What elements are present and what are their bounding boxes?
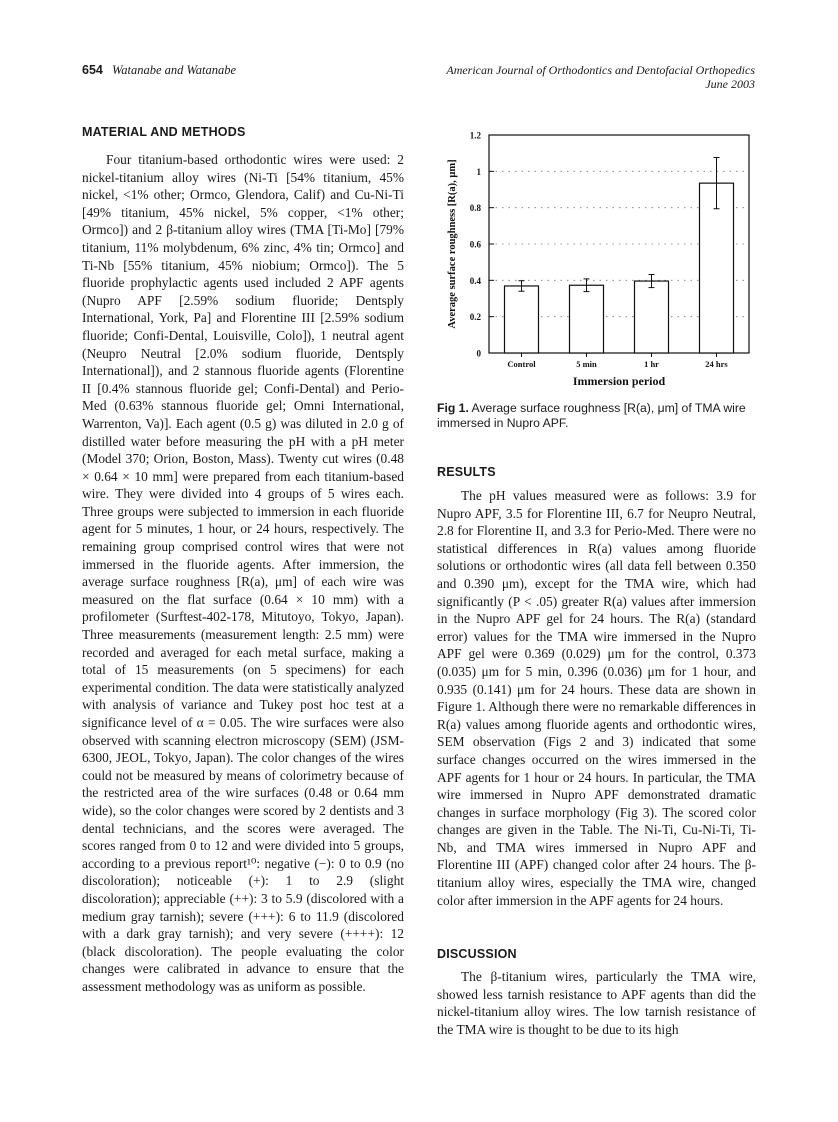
bar [505,286,539,353]
x-axis-title: Immersion period [572,374,666,388]
figure-caption [437,401,757,431]
methods-paragraph: Four titanium-based orthodontic wires were used: 2 nickel-titanium alloy wires (Ni-Ti [54% titanium, 45% nickel, <1% other; Ormco, Glendora, Calif) and Cu-Ni-Ti [49% titanium, 45% nickel, 5% copper, <1% other; Ormco]) and 2 β-titanium alloy wires (TMA [Ti-Mo] [79% titanium, 11% molybdenum, 6% zinc, 4% tin; Ormco] and Ti-Nb [55% titanium, 45% niobium; Ormco]). The 5 fluoride prophylactic agents used included 2 APF agents (Nupro APF [2.59% sodium fluoride; Dentsply International, York, Pa] and Florentine III [2.59% sodium fluoride; Confi-Dental, Louisville, Colo]), 1 neutral agent (Neupro Neutral [2.0% sodium fluoride, Dentsply International]), and 2 stannous fluoride agents (Florentine II [0.4% stannous fluoride gel; Confi-Dental) and Perio-Med (0.63% stannous fluoride gel; Omni International, Warrenton, Va)]. Each agent (0.5 g) was diluted in 2.0 g of distilled water before measuring the pH with a pH meter (Model 370; Orion, Boston, Mass). Twenty cut wires (0.48 × 0.64 × 10 mm] were prepared from each titanium-based wire. They were divided into 4 groups of 5 wires each. Three groups were subjected to immersion in each fluoride agent for 5 minutes, 1 hour, or 24 hours, respectively. The remaining group comprised control wires that were not immersed in the fluoride agents. After immersion, the average surface roughness [R(a), μm] of each wire was measured on the flat surface (0.64 × 10 mm) with a profilometer (Surftest-402-178, Mitutoyo, Tokyo, Japan). Three measurements (measurement length: 2.5 mm) were recorded and averaged for each metal surface, making a total of 15 measurements (on 5 specimens) for each experimental condition. The data were statistically analyzed with analysis of variance and Tukey post hoc test at a significance level of α = 0.05. The wire surfaces were also observed with scanning electron microscopy (SEM) (JSM-6300, JEOL, Tokyo, Japan). The color changes of the wires could not be measured by means of colorimetry because of the restricted area of the wire surfaces (0.48 or 0.64 mm wide), so the color changes were scored by 2 dentists and 3 dental technicians, and the scores were averaged. The scores ranged from 0 to 12 and were divided into 5 groups, according to a previous report¹⁰: negative (−): 0 to 0.9 (no discoloration); noticeable (+): 1 to 2.9 (slight discoloration); appreciable (++): 3 to 5.9 (discolored with a medium gray tarnish); severe (+++): 6 to 11.9 (discolored with a dark gray tarnish); and very severe (++++): 12 (black discoloration). The people evaluating the color changes were calibrated in advance to ensure that the assessment methodology was as uniform as possible. [82,152,404,994]
x-tick-label: 5 min [576,359,597,369]
running-authors: Watanabe and Watanabe [111,63,237,77]
discussion-heading: DISCUSSION [437,947,517,961]
y-tick-label: 0.8 [469,203,481,214]
y-tick-label: 1 [476,166,481,177]
running-header-right [395,63,755,91]
y-axis-title: Average surface roughness [R(a), μm] [447,159,458,329]
roughness-bar-chart [437,125,757,395]
chart-bars [505,158,734,353]
bar [570,285,604,353]
x-tick-label: 24 hrs [705,359,728,369]
methods-heading: MATERIAL AND METHODS [82,125,246,139]
results-paragraph: The pH values measured were as follows: 3.9 for Nupro APF, 3.5 for Florentine III, 6.7 for Neupro Neutral, 2.8 for Florentine II, and 3.3 for Perio-Med. There were no statistical differences in R(a) values among fluoride solutions or orthodontic wires (all data fell between 0.350 and 0.390 μm), except for the TMA wire, which had significantly (P < .05) greater R(a) values after immersion in the Nupro APF gel for 24 hours. The R(a) (standard error) values for the TMA wire immersed in the Nupro APF gel were 0.369 (0.029) μm for the control, 0.373 (0.035) μm for 5 min, 0.396 (0.036) μm for 1 hour, and 0.935 (0.141) μm for 24 hours. These data are shown in Figure 1. Although there were no remarkable differences in R(a) values among fluoride agents and orthodontic wires, SEM observation (Figs 2 and 3) indicated that some surface changes occurred on the wires immersed in the APF agents for 1 hour or 24 hours. In particular, the TMA wire immersed in Nupro APF demonstrated dramatic changes in surface morphology (Fig 3). The scored color changes are given in the Table. The Ni-Ti, Cu-Ni-Ti, Ti-Nb, and TMA wires immersed in Nupro APF and Florentine III (APF) changed color after 24 hours. The β-titanium alloy wires, especially the TMA wire, changed color after immersion in the APF agents for 24 hours. [437,488,756,908]
figure-1 [437,125,757,395]
page-number: 654 [82,63,103,77]
issue-date: June 2003 [705,77,755,91]
caption-text: Average surface roughness [R(a), μm] of TMA wire immersed in Nupro APF. [437,401,746,430]
y-tick-label: 0.2 [469,312,481,323]
results-heading: RESULTS [437,465,496,479]
discussion-paragraph: The β-titanium wires, particularly the TMA wire, showed less tarnish resistance to APF agents than did the nickel-titanium alloy wires. The low tarnish resistance of the TMA wire is thought to be due to its high [437,969,756,1037]
y-tick-label: 0 [476,348,481,359]
journal-name: American Journal of Orthodontics and Dentofacial Orthopedics [446,63,755,77]
x-tick-label: 1 hr [644,359,659,369]
bar [635,281,669,353]
y-tick-label: 1.2 [469,130,481,141]
running-header-left [82,63,236,78]
y-tick-label: 0.6 [469,239,481,250]
x-tick-label: Control [507,359,536,369]
y-tick-label: 0.4 [469,275,481,286]
caption-label: Fig 1. [437,401,469,415]
